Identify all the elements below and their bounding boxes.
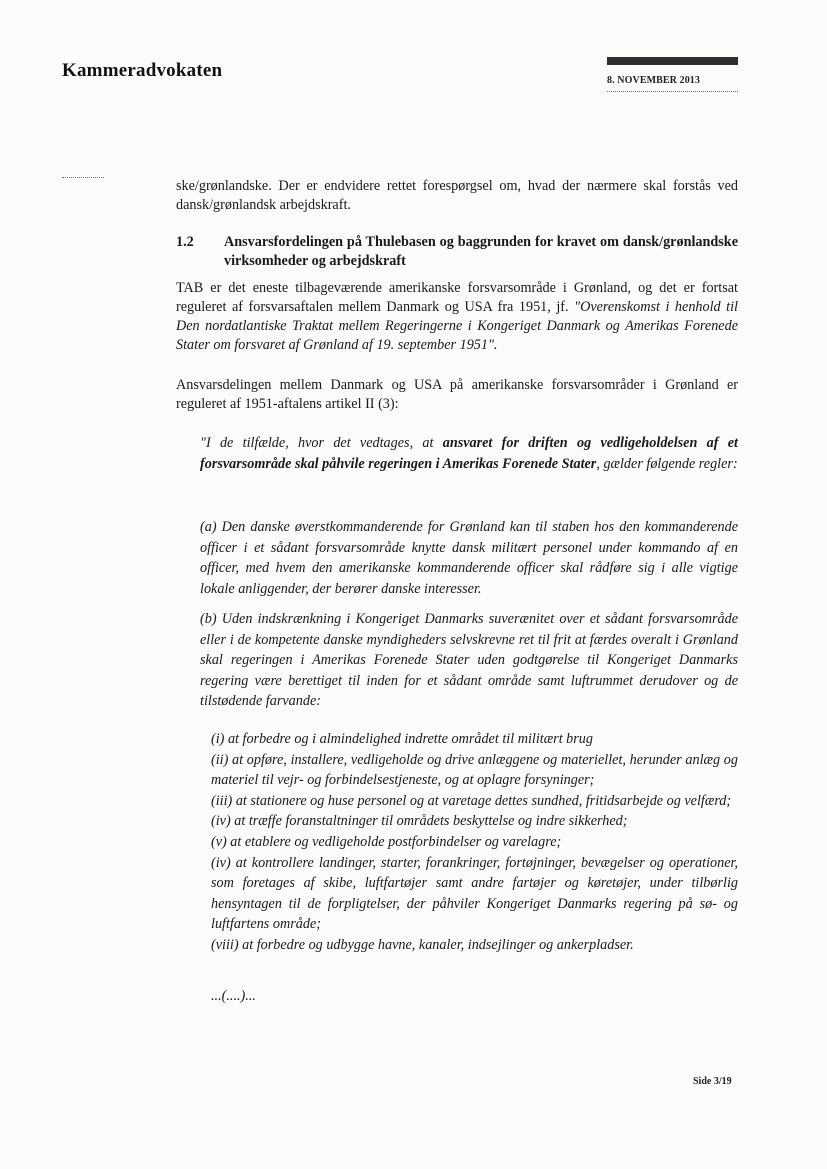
- header-bar: [607, 57, 738, 65]
- list-item: (i) at forbedre og i almindelighed indrette området til militært brug: [211, 731, 593, 747]
- section-title: Ansvarsfordelingen på Thulebasen og baggrunden for kravet om dansk/grønlandske virksomheder og arbejdskraft: [224, 234, 738, 269]
- header-divider: [607, 91, 738, 92]
- margin-divider: [62, 177, 104, 178]
- header-logo: Kammeradvokaten: [62, 60, 223, 81]
- page-number: Side 3/19: [693, 1076, 732, 1087]
- quote-list: [211, 729, 738, 956]
- quote-intro: [200, 433, 738, 474]
- quote-intro-start: "I de tilfælde, hvor det vedtages, at: [200, 435, 443, 451]
- list-item: (iii) at stationere og huse personel og at varetage dettes sundhed, fritidsarbejde og velfærd;: [211, 792, 732, 809]
- list-item: (ii) at opføre, installere, vedligeholde og drive anlæggene og materiellet, herunder anlæg og materiel til vejr- og forbindelsestjeneste, og at oplagre forsyninger;: [211, 751, 738, 789]
- list-item: (v) at etablere og vedligeholde postforbindelser og varelagre;: [211, 833, 562, 850]
- paragraph-responsibility: Ansvarsdelingen mellem Danmark og USA på amerikanske forsvarsområder i Grønland er reguleret af 1951-aftalens artikel II (3):: [176, 377, 738, 412]
- section-number: 1.2: [176, 234, 194, 250]
- list-item: (viii) at forbedre og udbygge havne, kanaler, indsejlinger og ankerpladser.: [211, 936, 634, 953]
- quote-section-a: (a) Den danske øverstkommanderende for Grønland kan til staben hos den kommanderende officer i et sådant forsvarsområde knytte dansk militært personel under kommando af en officer, med hvem den amerikanske kommanderende officer skal rådføre sig i alle vigtige lokale anliggender, der berører danske interesser.: [200, 519, 738, 597]
- paragraph-tab-intro: TAB er det eneste tilbageværende amerikanske forsvarsområde i Grønland, og det er fortsat reguleret af forsvarsaftalen mellem Danmark og USA fra 1951, jf.: [176, 280, 738, 315]
- list-item: (iv) at kontrollere landinger, starter, forankringer, fortøjninger, bevægelser og operationer, som foretages af skibe, luftfartøjer samt andre fartøjer og køretøjer, under tilbørlig hensyntagen til de forpligtelser, der påhviler Kongeriget Danmarks regering på sø- og luftfartens område;: [211, 854, 738, 933]
- header-date: 8. NOVEMBER 2013: [607, 75, 700, 86]
- paragraph-tab: [176, 279, 738, 355]
- quote-intro-end: , gælder følgende regler:: [596, 455, 738, 472]
- quote-ellipsis: ...(....)...: [211, 988, 256, 1004]
- list-item: (iv) at træffe foranstaltninger til områdets beskyttelse og indre sikkerhed;: [211, 813, 628, 830]
- paragraph-tab-quote: "Overenskomst i henhold til Den nordatlantiske Traktat mellem Regeringerne i Kongeriget Danmark og Amerikas Forenede Stater om forsvaret af Grønland af 19. september 1951".: [176, 299, 738, 353]
- paragraph-intro: ske/grønlandske. Der er endvidere rettet forespørgsel om, hvad der nærmere skal forstås ved dansk/grønlandsk arbejdskraft.: [176, 178, 738, 213]
- quote-intro-bold: ansvaret for driften og vedligeholdelsen af et forsvarsområde skal påhvile regeringen i Amerikas Forenede Stater: [200, 435, 738, 472]
- quote-section-b: (b) Uden indskrænkning i Kongeriget Danmarks suverænitet over et sådant forsvarsområde eller i de kompetente danske myndigheders selvskrevne ret til frit at færdes overalt i Grønland skal regeringen i Amerikas Forenede Stater uden godtgørelse til Kongeriget Danmarks regering være berettiget til inden for et sådant område samt luftrummet derudover og de tilstødende farvande:: [200, 611, 738, 709]
